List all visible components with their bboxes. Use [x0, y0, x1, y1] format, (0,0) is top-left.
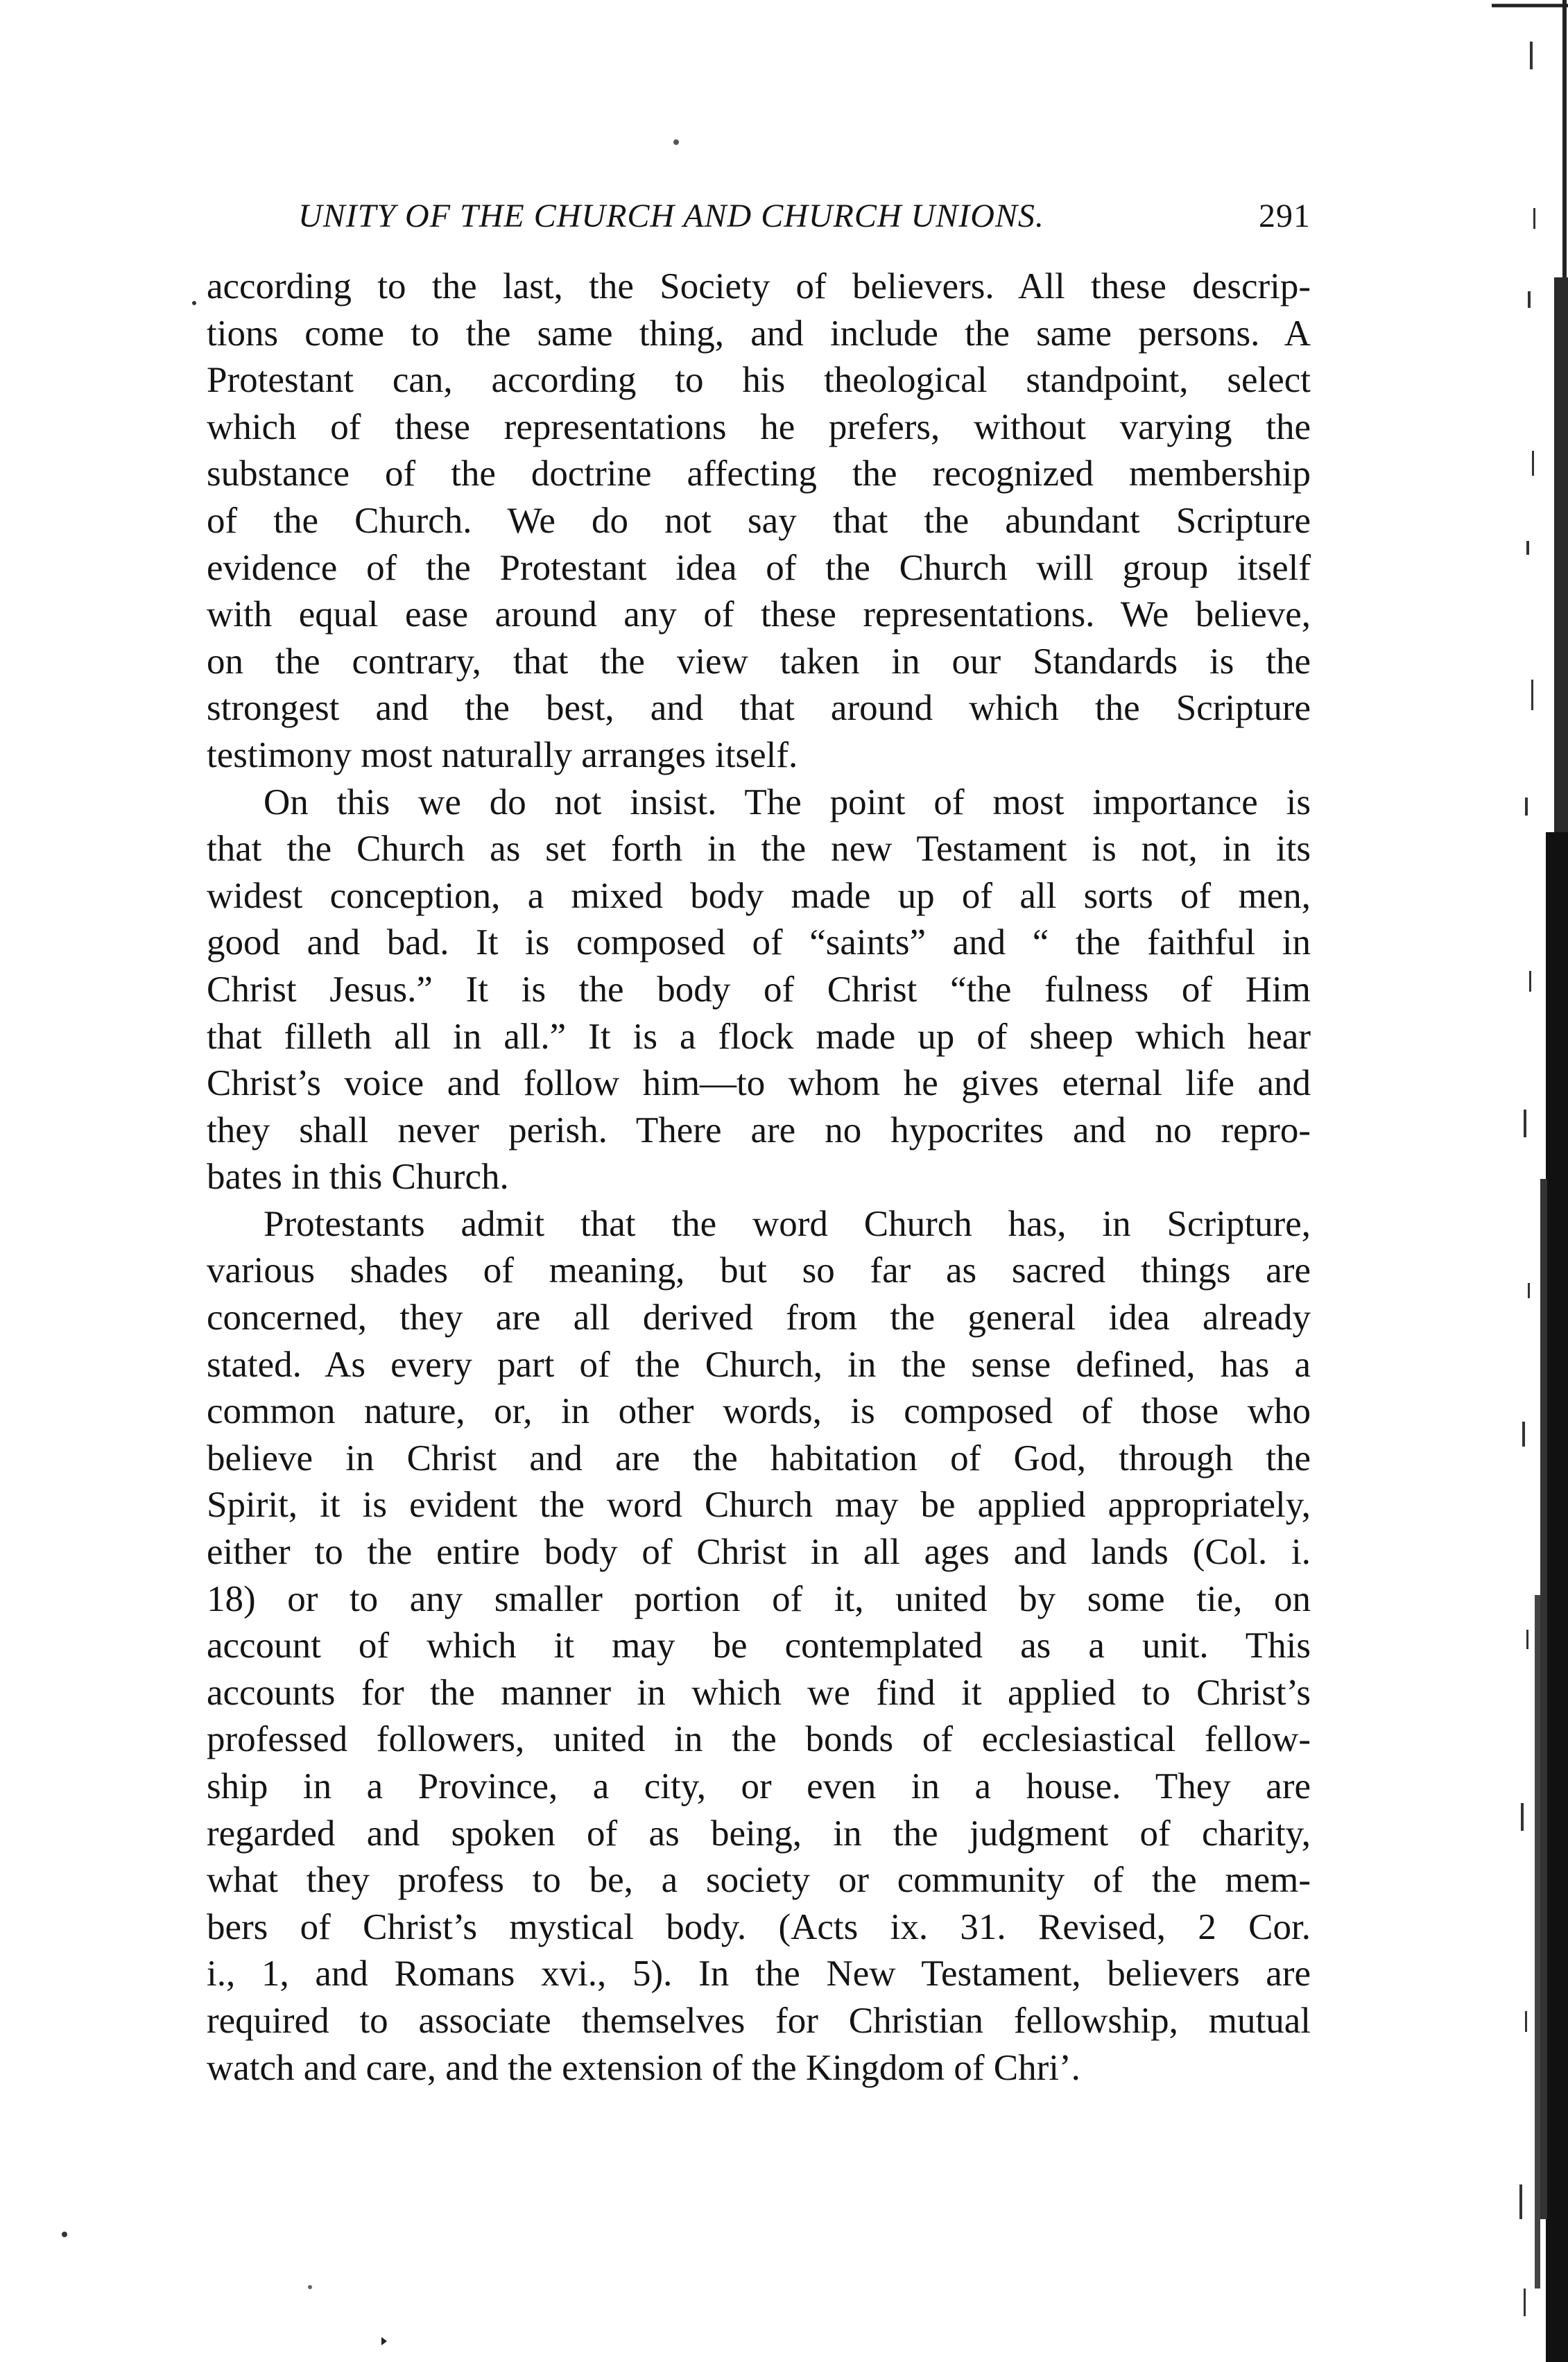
text-line: concerned, they are all derived from the general idea already — [207, 1298, 1311, 1338]
text-line: accounts for the manner in which we find it applied to Christ’s — [207, 1672, 1311, 1713]
text-line: Christ Jesus.” It is the body of Christ “the fulness of Him — [207, 969, 1311, 1010]
text-line: they shall never perish. There are no hypocrites and no repro- — [207, 1110, 1311, 1150]
text-line: stated. As every part of the Church, in the sense defined, has a — [207, 1344, 1311, 1385]
text-line: bates in this Church. — [207, 1157, 509, 1198]
text-line: Protestant can, according to his theological standpoint, select — [207, 360, 1311, 401]
text-line: regarded and spoken of as being, in the judgment of charity, — [207, 1813, 1311, 1854]
text-line: Christ’s voice and follow him—to whom he gives eternal life and — [207, 1063, 1311, 1104]
text-line: evidence of the Protestant idea of the Church will group itself — [207, 547, 1311, 588]
text-line: of the Church. We do not say that the abundant Scripture — [207, 500, 1311, 541]
text-line: widest conception, a mixed body made up of all sorts of men, — [207, 875, 1311, 916]
text-line: that the Church as set forth in the new Testament is not, in its — [207, 829, 1311, 870]
text-line: substance of the doctrine affecting the recognized membership — [207, 454, 1311, 494]
text-line: either to the entire body of Christ in all ages and lands (Col. i. — [207, 1532, 1311, 1573]
text-line: required to associate themselves for Christian fellowship, mutual — [207, 2000, 1311, 2041]
text-line: Protestants admit that the word Church has, in Scripture, — [264, 1203, 1311, 1244]
text-line: watch and care, and the extension of the Kingdom of Chri’. — [207, 2047, 1080, 2088]
text-line: Spirit, it is evident the word Church may be applied appropriately, — [207, 1485, 1311, 1526]
text-line: what they profess to be, a society or community of the mem- — [207, 1860, 1311, 1901]
text-line: account of which it may be contemplated as a unit. This — [207, 1626, 1311, 1666]
text-line: professed followers, united in the bonds of ecclesiastical fellow- — [207, 1719, 1311, 1760]
running-title: UNITY OF THE CHURCH AND CHURCH UNIONS. — [298, 198, 1044, 234]
text-line: on the contrary, that the view taken in our Standards is the — [207, 641, 1311, 682]
text-line: various shades of meaning, but so far as sacred things are — [207, 1250, 1311, 1291]
text-line: that filleth all in all.” It is a flock made up of sheep which hear — [207, 1016, 1311, 1057]
text-line: strongest and the best, and that around which the Scripture — [207, 688, 1311, 729]
text-line: tions come to the same thing, and include the same persons. A — [207, 313, 1311, 354]
text-line: i., 1, and Romans xvi., 5). In the New Testament, believers are — [207, 1954, 1311, 1994]
text-line: ship in a Province, a city, or even in a house. They are — [207, 1766, 1311, 1807]
text-line: On this we do not insist. The point of most importance is — [264, 782, 1311, 822]
page-number: 291 — [1259, 198, 1311, 234]
text-line: common nature, or, in other words, is composed of those who — [207, 1391, 1311, 1432]
text-line: according to the last, the Society of believers. All these descrip- — [207, 266, 1311, 307]
text-line: with equal ease around any of these representations. We believe, — [207, 594, 1311, 635]
text-line: believe in Christ and are the habitation of God, through the — [207, 1438, 1311, 1479]
text-line: which of these representations he prefers, without varying the — [207, 406, 1311, 447]
text-line: bers of Christ’s mystical body. (Acts ix. 31. Revised, 2 Cor. — [207, 1906, 1311, 1947]
text-line: good and bad. It is composed of “saints” and “ the faithful in — [207, 922, 1311, 963]
text-line: testimony most naturally arranges itself. — [207, 734, 798, 775]
text-line: 18) or to any smaller portion of it, united by some tie, on — [207, 1578, 1311, 1619]
